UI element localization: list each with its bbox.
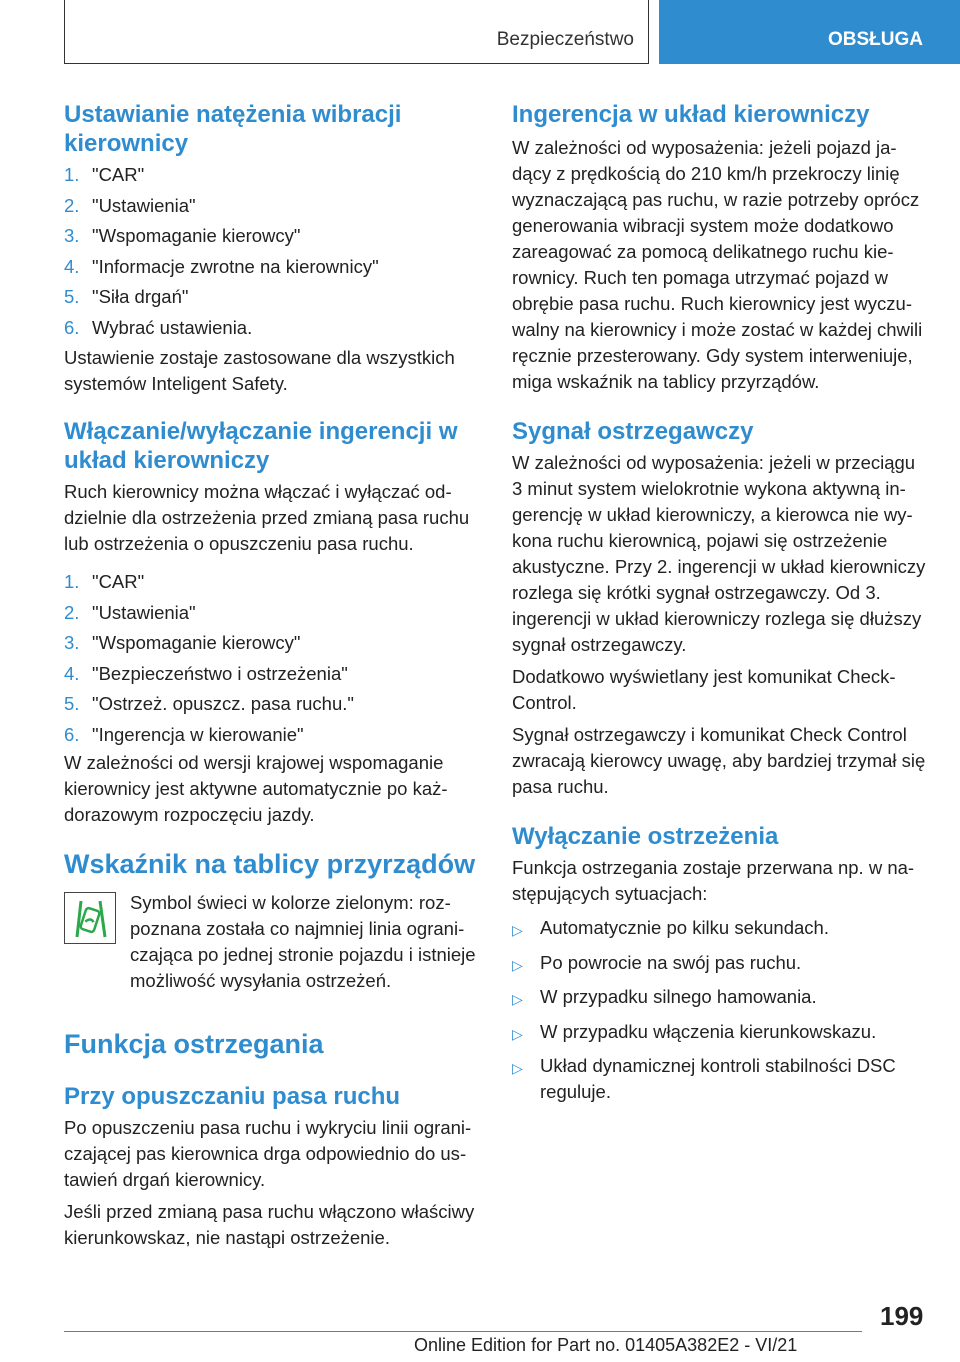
step-text: "Ingerencja w kierowanie" <box>92 723 304 745</box>
triangle-bullet-icon: ▷ <box>512 1025 523 1042</box>
list-item <box>512 984 926 1012</box>
footer-edition: Online Edition for Part no. 01405A382E2 - VI/21 <box>414 1335 798 1355</box>
step-number: 3. <box>64 225 80 246</box>
left-column <box>64 100 478 1251</box>
header-section-title: Bezpieczeństwo <box>496 29 634 50</box>
header-section-box <box>64 0 649 64</box>
step-text: "Wspomaganie kierowcy" <box>92 632 301 653</box>
heading-vibration: Ustawianie natężenia wibracji kierownicy <box>64 101 402 157</box>
list-item <box>512 1053 926 1105</box>
page-number: 199 <box>880 1301 924 1331</box>
heading-leaving: Przy opuszczaniu pasa ruchu <box>64 1083 401 1110</box>
list-item <box>64 720 478 751</box>
list-item <box>64 282 478 313</box>
heading-off: Wyłączanie ostrzeżenia <box>512 823 779 850</box>
paragraph-signal-1: W zależności od wyposażenia: jeżeli w przeciągu 3 minut system wielokrotnie wykona aktywną ingerencję w układ kierowniczy, a kierowca nie wykona ruchu kierownicą, pojawi się ostrzeżenie akustyczne. Przy 2. ingerencji w układ kierowniczy rozlega się krótki sygnał ostrzegawczy. Od 3. ingerencji w układ kierowniczy rozlega się dłuższy sygnał ostrzegawczy. <box>512 452 926 655</box>
step-text: Wybrać ustawienia. <box>92 316 253 338</box>
paragraph-leaving-2: Jeśli przed zmianą pasa ruchu włączono właściwy kierunkowskaz, nie nastąpi ostrzeżenie. <box>64 1201 475 1248</box>
bullet-text: W przypadku włączenia kierunkowskazu. <box>540 1020 877 1042</box>
triangle-bullet-icon: ▷ <box>512 991 523 1007</box>
list-item <box>64 160 478 191</box>
header-tab-label: OBSŁUGA <box>828 29 923 50</box>
heading-indicator: Wskaźnik na tablicy przyrządów <box>64 849 476 879</box>
step-number: 4. <box>64 255 80 277</box>
bullet-text: Po powrocie na swój pas ruchu. <box>540 951 802 973</box>
step-text: "Ostrzeż. opuszcz. pasa ruchu." <box>92 693 354 714</box>
paragraph-toggle: Ruch kierownicy można włączać i wyłączać oddzielnie dla ostrzeżenia przed zmianą pasa ruchu lub ostrzeżenia o opuszczeniu pasa ruchu. <box>64 481 470 554</box>
bullet-text: Automatycznie po kilku sekundach. <box>540 917 829 938</box>
bullet-text: Układ dynamicznej kontroli stabilności DSC reguluje. <box>540 1055 896 1102</box>
paragraph-indicator: Symbol świeci w kolorze zielonym: rozpoznana została co najmniej linia ograniczająca po jednej stronie pojazdu i istnieje możliwość wysyłania ostrzeżeń. <box>130 892 476 991</box>
list-item <box>64 221 478 252</box>
step-number: 1. <box>64 164 80 185</box>
paragraph-toggle-2: W zależności od wersji krajowej wspomaganie kierownicy jest aktywne automatycznie po każdorazowym rozpoczęciu jazdy. <box>64 752 448 825</box>
step-text: "CAR" <box>92 571 145 592</box>
step-text: "Ustawienia" <box>92 194 196 216</box>
step-number: 2. <box>64 601 80 623</box>
footer-divider <box>64 1331 862 1332</box>
step-number: 2. <box>64 194 80 216</box>
paragraph-signal-2: Dodatkowo wyświetlany jest komunikat Check-Control. <box>512 666 896 713</box>
step-number: 6. <box>64 316 80 338</box>
step-number: 5. <box>64 693 80 714</box>
step-number: 4. <box>64 662 80 684</box>
right-column <box>512 100 926 1112</box>
paragraph-vibration: Ustawienie zostaje zastosowane dla wszystkich systemów Inteligent Safety. <box>64 347 455 394</box>
step-number: 5. <box>64 286 80 307</box>
step-text: "Wspomaganie kierowcy" <box>92 225 301 246</box>
lane-assist-svg <box>65 893 115 943</box>
list-item <box>512 1019 926 1047</box>
situation-list <box>512 915 926 1105</box>
lane-assist-green-icon <box>64 892 116 944</box>
step-number: 1. <box>64 571 80 592</box>
list-item <box>64 252 478 283</box>
header-tab <box>659 0 960 64</box>
list-item <box>64 313 478 344</box>
heading-toggle: Włączanie/wyłączanie ingerencji w układ kierowniczy <box>64 418 458 474</box>
step-text: "Siła drgań" <box>92 286 189 307</box>
step-text: "Ustawienia" <box>92 601 196 623</box>
list-item <box>64 598 478 629</box>
list-item <box>512 915 926 943</box>
step-number: 3. <box>64 632 80 653</box>
list-item <box>512 950 926 978</box>
triangle-bullet-icon: ▷ <box>512 956 523 973</box>
steps-vibration <box>64 160 478 343</box>
step-number: 6. <box>64 723 80 745</box>
step-text: "CAR" <box>92 164 145 185</box>
triangle-bullet-icon: ▷ <box>512 1060 523 1076</box>
bullet-text: W przypadku silnego hamowania. <box>540 986 817 1007</box>
heading-warning: Funkcja ostrzegania <box>64 1029 324 1059</box>
paragraph-signal-3: Sygnał ostrzegawczy i komunikat Check Control zwracają kierowcy uwagę, aby bardziej trzymał się pasa ruchu. <box>512 724 926 797</box>
step-text: "Informacje zwrotne na kierownicy" <box>92 255 379 277</box>
list-item <box>64 628 478 659</box>
triangle-bullet-icon: ▷ <box>512 922 523 938</box>
paragraph-leaving-1: Po opuszczeniu pasa ruchu i wykryciu linii ograniczającej pas kierownica drga odpowiednio do ustawień drgań kierownicy. <box>64 1117 472 1190</box>
steps-toggle <box>64 567 478 750</box>
paragraph-off: Funkcja ostrzegania zostaje przerwana np. w następujących sytuacjach: <box>512 857 915 904</box>
list-item <box>64 689 478 720</box>
indicator-block <box>64 890 478 994</box>
list-item <box>64 567 478 598</box>
list-item <box>64 191 478 222</box>
list-item <box>64 659 478 690</box>
heading-intervention: Ingerencja w układ kierowniczy <box>512 101 870 128</box>
heading-signal: Sygnał ostrzegawczy <box>512 418 754 445</box>
step-text: "Bezpieczeństwo i ostrzeżenia" <box>92 662 348 684</box>
paragraph-intervention: W zależności od wyposażenia: jeżeli pojazd jadący z prędkością do 210 km/h przekroczy linię wyznaczającą pas ruchu, w razie potrzeby oprócz generowania wibracji system może dodatkowo zareagować za pomocą delikatnego ruchu kierownicy. Ruch ten pomaga utrzymać pojazd w obrębie pasa ruchu. Ruch kierownicy jest wyczuwalny na kierownicy i może zostać w każdej chwili ręcznie przesterowany. Gdy system interweniuje, miga wskaźnik na tablicy przyrządów. <box>512 137 923 392</box>
